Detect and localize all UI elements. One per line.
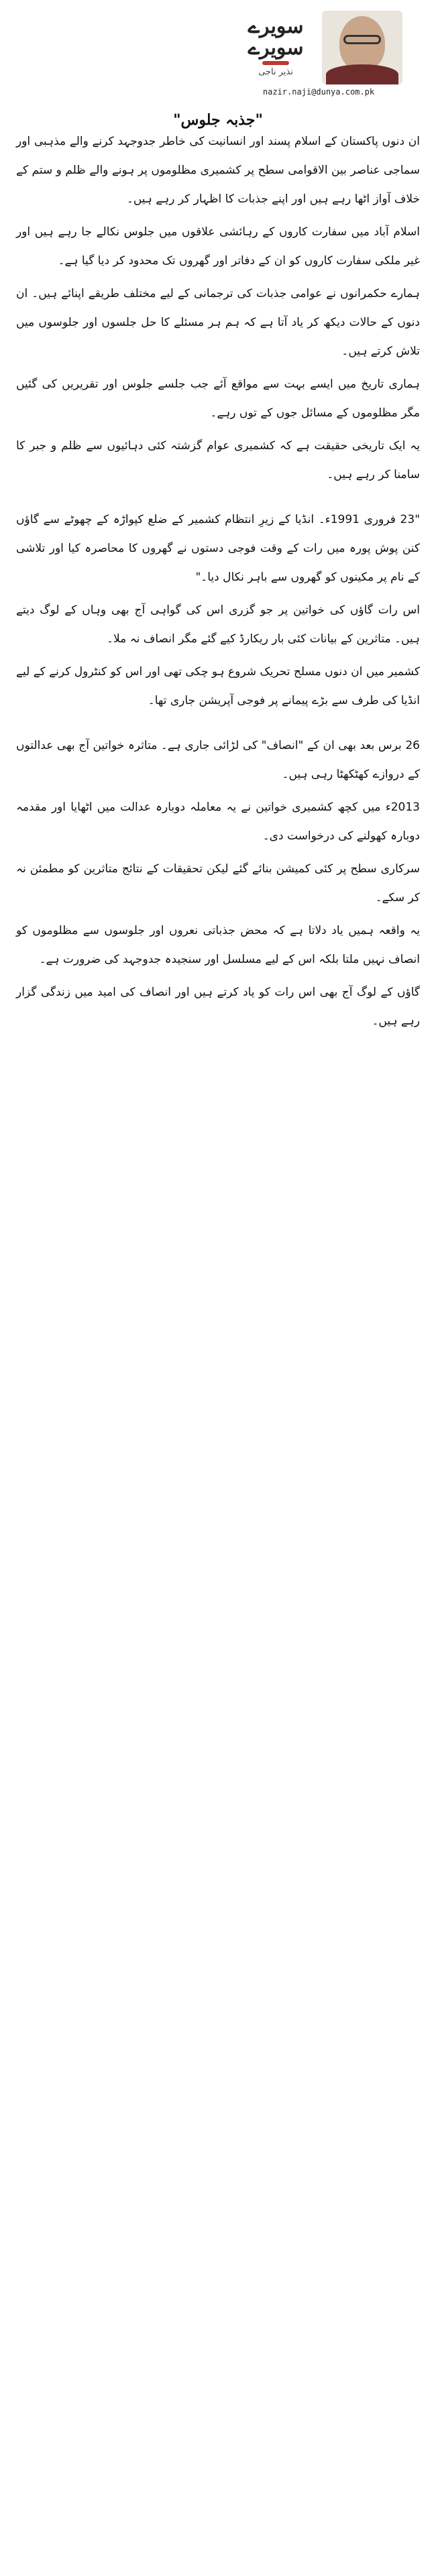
article-body bbox=[16, 127, 420, 1036]
column-name-line2: سویرے bbox=[248, 36, 304, 60]
paragraph: "23 فروری 1991ء۔ انڈیا کے زیرِ انتظام کشمیر کے ضلع کپواڑہ کے چھوٹے سے گاؤں کنن پوش پورہ میں رات کے وقت فوجی دستوں نے گھروں کا محاصرہ کیا اور تلاشی کے نام پر مکینوں کو گھروں سے باہر نکال دیا۔" bbox=[16, 513, 421, 584]
paragraph: سرکاری سطح پر کئی کمیشن بنائے گئے لیکن تحقیقات کے نتائج متاثرین کو مطمئن نہ کر سکے۔ bbox=[16, 862, 420, 904]
paragraph: 2013ء میں کچھ کشمیری خواتین نے یہ معاملہ دوبارہ عدالت میں اٹھایا اور مقدمہ دوبارہ کھولنے کی درخواست دی۔ bbox=[16, 801, 420, 843]
column-name-line1: سویرے bbox=[248, 15, 304, 38]
paragraph: 26 برس بعد بھی ان کے "انصاف" کی لڑائی جاری ہے۔ متاثرہ خواتین آج بھی عدالتوں کے دروازے کھٹکھٹا رہی ہیں۔ bbox=[16, 739, 420, 781]
paragraph: ہماری تاریخ میں ایسے بہت سے مواقع آئے جب جلسے جلوس اور تقریریں کی گئیں مگر مظلوموں کے مسائل جوں کے توں رہے۔ bbox=[16, 377, 420, 420]
paragraph: اس رات گاؤں کی خواتین پر جو گزری اس کی گواہی آج بھی وہاں کے لوگ دیتے ہیں۔ متاثرین کے بیانات کئی بار ریکارڈ کیے گئے مگر انصاف نہ ملا۔ bbox=[16, 603, 420, 646]
paragraph: ہمارے حکمرانوں نے عوامی جذبات کی ترجمانی کے لیے مختلف طریقے اپنائے ہیں۔ ان دنوں کے حالات دیکھ کر یاد آتا ہے کہ ہم ہر مسئلے کا حل جلسوں اور جلوسوں میں تلاش کرتے ہیں۔ bbox=[16, 287, 420, 358]
column-header bbox=[16, 0, 420, 127]
author-photo bbox=[322, 11, 402, 84]
author-email[interactable]: nazir.naji@dunya.com.pk bbox=[262, 87, 375, 97]
glasses-icon bbox=[343, 35, 381, 44]
author-name: نذیر ناجی bbox=[258, 67, 293, 77]
column-name-logo bbox=[232, 16, 319, 65]
paragraph: یہ ایک تاریخی حقیقت ہے کہ کشمیری عوام گزشتہ کئی دہائیوں سے ظلم و جبر کا سامنا کر رہے ہیں۔ bbox=[16, 439, 420, 481]
article-title: "جذبہ جلوس" bbox=[173, 111, 263, 129]
paragraph: ان دنوں پاکستان کے اسلام پسند اور انسانیت کی خاطر جدوجہد کرنے والے مذہبی اور سماجی عناصر بین الاقوامی سطح پر کشمیری مظلوموں پر ہونے والے ظلم و ستم کے خلاف آواز اٹھا رہے ہیں اور اپنے جذبات کا اظہار کر رہے ہیں۔ bbox=[16, 135, 420, 206]
paragraph: یہ واقعہ ہمیں یاد دلاتا ہے کہ محض جذباتی نعروں اور جلوسوں سے مظلوموں کو انصاف نہیں ملتا بلکہ اس کے لیے مسلسل اور سنجیدہ جدوجہد کی ضرورت ہے۔ bbox=[16, 924, 420, 966]
logo-accent bbox=[262, 61, 289, 65]
paragraph: اسلام آباد میں سفارت کاروں کے رہائشی علاقوں میں جلوس نکالے جا رہے ہیں اور غیر ملکی سفارت کاروں کو ان کے دفاتر اور گھروں تک محدود کر دیا گیا ہے۔ bbox=[16, 225, 420, 268]
paragraph: کشمیر میں ان دنوں مسلح تحریک شروع ہو چکی تھی اور اس کو کنٹرول کرنے کے لیے انڈیا کی طرف سے بڑے پیمانے پر فوجی آپریشن جاری تھا۔ bbox=[16, 665, 420, 707]
paragraph: گاؤں کے لوگ آج بھی اس رات کو یاد کرتے ہیں اور انصاف کی امید میں زندگی گزار رہے ہیں۔ bbox=[16, 986, 420, 1028]
author-shirt bbox=[326, 64, 398, 84]
